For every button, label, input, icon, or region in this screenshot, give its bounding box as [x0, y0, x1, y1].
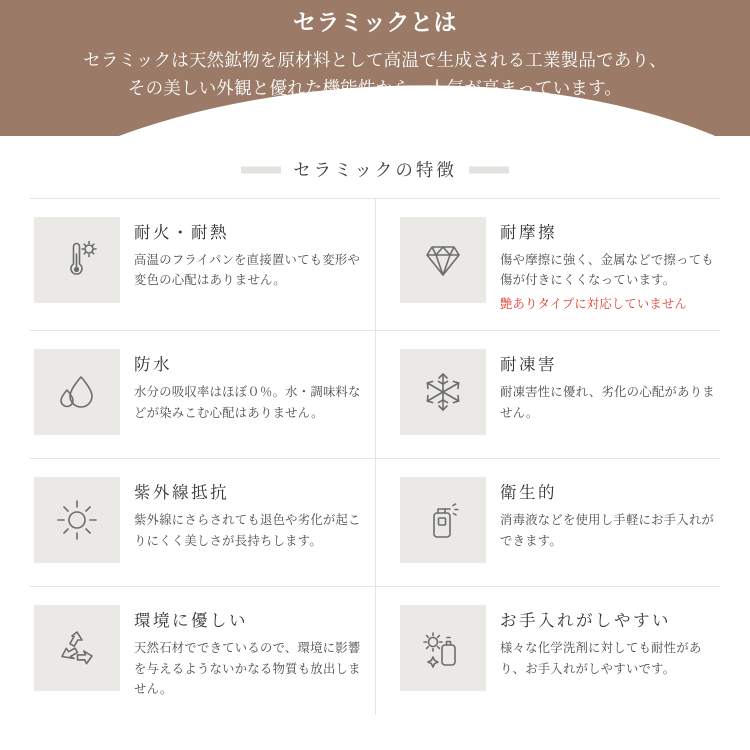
icon-container [400, 217, 486, 303]
icon-container [34, 217, 120, 303]
header-description-line-2: その美しい外観と優れた機能性から、人気が高まっています。 [127, 77, 623, 98]
icon-container [34, 605, 120, 691]
spray-bottle-icon [419, 496, 467, 544]
feature-title: 耐火・耐熱 [134, 224, 229, 242]
snowflake-icon [419, 368, 467, 416]
feature-text [500, 477, 716, 551]
feature-description: 耐凍害性に優れ、劣化の心配がありません。 [500, 385, 715, 420]
feature-item-abrasion-resistance [375, 199, 720, 331]
feature-text [134, 217, 371, 291]
recycle-icon [53, 624, 101, 672]
header-description-line-1: セラミックは天然鉱物を原材料として高温で生成される工業製品であり、 [83, 49, 667, 70]
feature-item-hygienic [375, 459, 720, 587]
diamond-icon [419, 236, 467, 284]
feature-item-fire-heat-resistance [30, 199, 375, 331]
feature-item-waterproof [30, 331, 375, 459]
feature-text [500, 349, 716, 423]
header-content [0, 0, 750, 102]
header-banner [0, 0, 750, 136]
feature-text [134, 349, 371, 423]
thermometer-sun-icon [53, 236, 101, 284]
feature-description: 傷や摩擦に強く、金属などで擦っても傷が付きにくくなっています。 [500, 253, 714, 288]
feature-item-frost-resistance [375, 331, 720, 459]
icon-container [34, 349, 120, 435]
feature-text [134, 605, 371, 699]
feature-title: 耐凍害 [500, 356, 557, 375]
icon-container [34, 477, 120, 563]
section-heading-wrapper [0, 157, 750, 182]
feature-title: 紫外線抵抗 [134, 484, 229, 503]
icon-container [400, 349, 486, 435]
icon-container [400, 477, 486, 563]
feature-text [134, 477, 371, 551]
feature-description: 天然石材でできているので、環境に影響を与えるようないかなる物質も放出しません。 [134, 641, 361, 696]
feature-title: 衛生的 [500, 484, 557, 503]
feature-item-uv-resistance [30, 459, 375, 587]
feature-description: 消毒液などを使用し手軽にお手入れができます。 [500, 513, 715, 548]
feature-title: 耐摩擦 [500, 224, 557, 242]
feature-title: 防水 [134, 356, 172, 375]
sun-icon [53, 496, 101, 544]
feature-description: 水分の吸収率はほぼ０％。水・調味料などが染みこむ心配はありません。 [134, 385, 361, 420]
icon-container [400, 605, 486, 691]
feature-description: 様々な化学洗剤に対しても耐性があり、お手入れがしやすいです。 [500, 641, 702, 676]
page-title: セラミックとは [292, 9, 458, 35]
feature-description: 紫外線にさらされても退色や劣化が起こりにくく美しさが長持ちします。 [134, 513, 361, 548]
water-drops-icon [53, 368, 101, 416]
feature-title: お手入れがしやすい [500, 612, 671, 631]
heading-bar-right-icon [469, 166, 509, 173]
feature-description: 高温のフライパンを直接置いても変形や変色の心配はありません。 [134, 253, 361, 288]
cleaning-bottle-sparkle-icon [419, 624, 467, 672]
heading-bar-left-icon [241, 166, 281, 173]
feature-item-eco-friendly [30, 587, 375, 715]
feature-warning-note: 艶ありタイプに対応していません [500, 296, 687, 311]
section-heading [287, 157, 463, 182]
section-heading-label: セラミックの特徴 [293, 160, 457, 180]
feature-text [500, 605, 716, 679]
feature-grid [30, 198, 720, 715]
feature-title: 環境に優しい [134, 612, 248, 631]
feature-item-easy-maintenance [375, 587, 720, 715]
feature-text [500, 217, 716, 314]
